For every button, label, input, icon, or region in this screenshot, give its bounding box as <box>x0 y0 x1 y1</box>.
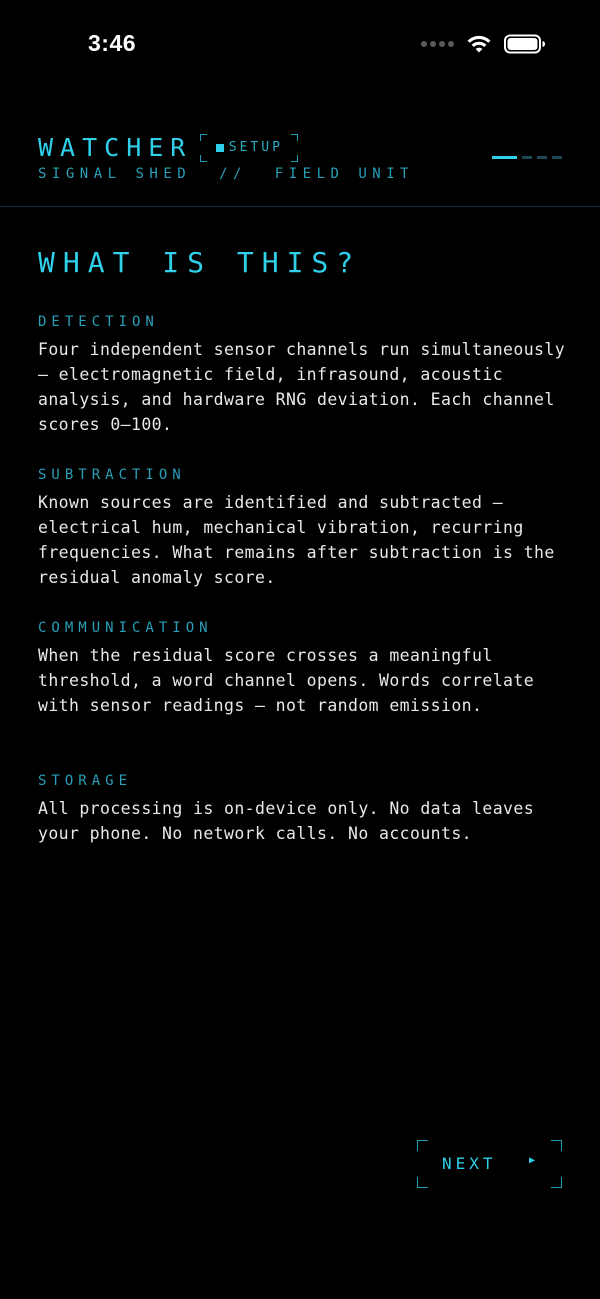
section-body: Known sources are identified and subtracted — electrical hum, mechanical vibration, recurring frequencies. What remains after subtraction is the residual anomaly score. <box>38 493 555 587</box>
section-subtraction <box>38 467 568 590</box>
wifi-icon <box>466 34 492 54</box>
page-title: WHAT IS THIS? <box>38 246 362 279</box>
section-label: SUBTRACTION <box>38 467 186 483</box>
cellular-dots-icon <box>421 41 454 47</box>
section-label: COMMUNICATION <box>38 620 213 636</box>
progress-step-1 <box>492 156 517 159</box>
status-time: 3:46 <box>88 30 137 56</box>
progress-step-4 <box>552 156 562 159</box>
play-arrow-icon: ▶ <box>529 1155 536 1166</box>
next-button-label: NEXT <box>442 1154 497 1173</box>
section-detection <box>38 314 568 437</box>
section-storage <box>38 773 568 846</box>
progress-step-2 <box>522 156 532 159</box>
section-body: Four independent sensor channels run simultaneously — electromagnetic field, infrasound, acoustic analysis, and hardware RNG deviation. Each channel scores 0–100. <box>38 340 566 434</box>
battery-icon <box>504 34 546 54</box>
app-title: WATCHER <box>38 133 193 162</box>
square-icon <box>216 144 224 152</box>
header-divider <box>0 206 600 207</box>
status-icons <box>421 34 546 54</box>
app-brand <box>38 133 298 162</box>
setup-badge-label: SETUP <box>228 140 283 155</box>
step-progress-indicator <box>492 156 562 159</box>
section-body: All processing is on-device only. No data leaves your phone. No network calls. No accounts. <box>38 799 535 843</box>
setup-badge <box>200 134 298 162</box>
app-subtitle: SIGNAL SHED // FIELD UNIT <box>38 166 415 182</box>
section-label: STORAGE <box>38 773 133 789</box>
progress-step-3 <box>537 156 547 159</box>
section-label: DETECTION <box>38 314 159 330</box>
next-button[interactable] <box>417 1140 562 1188</box>
section-communication <box>38 620 568 718</box>
section-body: When the residual score crosses a meaningful threshold, a word channel opens. Words correlate with sensor readings — not random emission. <box>38 646 535 715</box>
